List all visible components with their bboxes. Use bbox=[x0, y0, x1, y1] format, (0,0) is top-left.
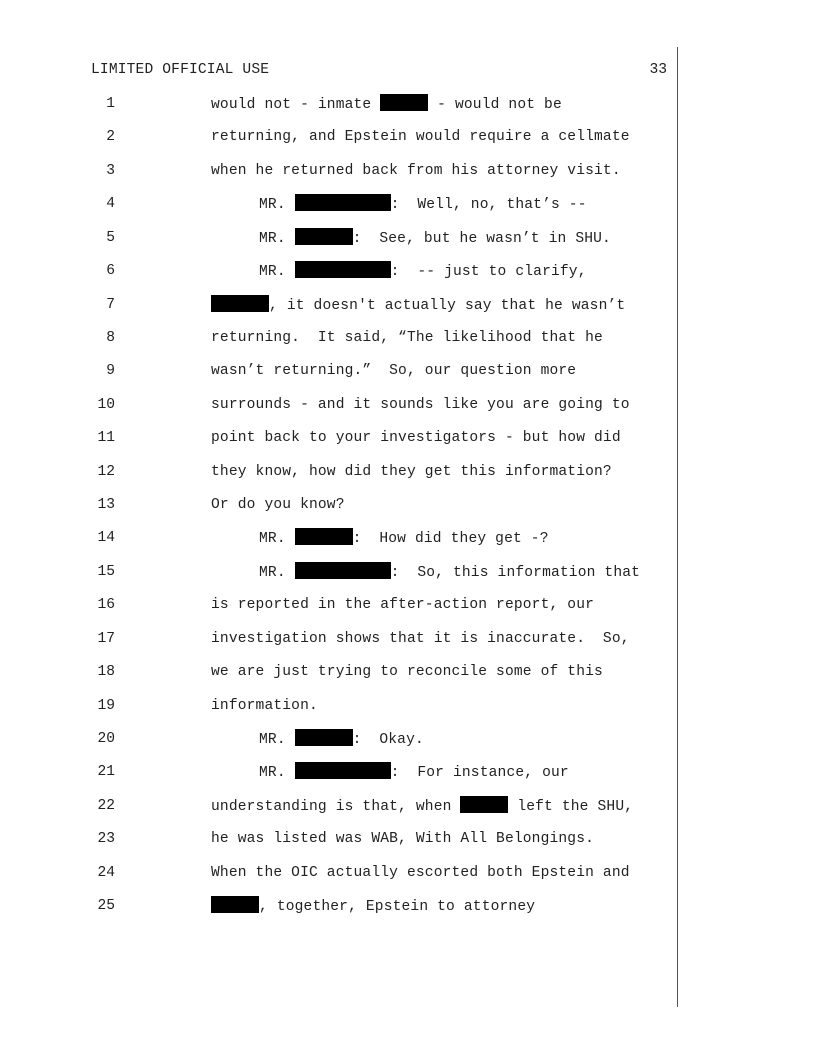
line-number: 5 bbox=[106, 229, 115, 246]
line-text-segment: MR. bbox=[259, 564, 295, 581]
line-number: 14 bbox=[97, 530, 115, 547]
transcript-line bbox=[0, 662, 676, 686]
line-number: 8 bbox=[106, 329, 115, 346]
page-number: 33 bbox=[649, 62, 667, 78]
line-number: 2 bbox=[106, 129, 115, 146]
line-number: 22 bbox=[97, 797, 115, 814]
line-text bbox=[211, 295, 625, 316]
line-number: 10 bbox=[97, 396, 115, 413]
transcript-line bbox=[0, 863, 676, 887]
transcript-line bbox=[0, 161, 676, 185]
line-text bbox=[211, 696, 318, 716]
right-margin-rule bbox=[677, 47, 678, 1007]
line-number: 9 bbox=[106, 363, 115, 380]
redaction-box bbox=[211, 896, 259, 913]
line-text bbox=[259, 562, 640, 583]
transcript-line bbox=[0, 528, 676, 552]
redaction-box bbox=[295, 194, 391, 211]
line-text-segment: left the SHU, bbox=[508, 798, 634, 815]
line-text-segment: returning. It said, “The likelihood that he bbox=[211, 329, 603, 346]
line-number: 7 bbox=[106, 296, 115, 313]
line-text bbox=[211, 495, 345, 515]
line-text-segment: - would not be bbox=[428, 97, 562, 113]
line-text-segment: point back to your investigators - but how did bbox=[211, 430, 621, 447]
line-text bbox=[211, 328, 603, 348]
line-text-segment: surrounds - and it sounds like you are going to bbox=[211, 396, 630, 413]
line-text-segment: MR. bbox=[259, 731, 295, 748]
line-text bbox=[211, 161, 621, 181]
line-number: 6 bbox=[106, 263, 115, 280]
line-text bbox=[211, 395, 630, 415]
transcript-line bbox=[0, 295, 676, 319]
line-number: 20 bbox=[97, 730, 115, 747]
transcript-line bbox=[0, 228, 676, 252]
line-number: 21 bbox=[97, 764, 115, 781]
line-text bbox=[259, 729, 424, 750]
line-text-segment: he was listed was WAB, With All Belongings. bbox=[211, 831, 595, 848]
line-text-segment: When the OIC actually escorted both Epstein and bbox=[211, 864, 630, 881]
line-text-segment: we are just trying to reconcile some of this bbox=[211, 664, 603, 681]
line-text-segment: , it doesn't actually say that he wasn’t bbox=[269, 297, 626, 314]
line-text-segment: : Well, no, that’s -- bbox=[390, 197, 587, 214]
transcript-line bbox=[0, 762, 676, 786]
line-text bbox=[211, 94, 562, 115]
line-text-segment: Or do you know? bbox=[211, 497, 345, 514]
line-number: 19 bbox=[97, 697, 115, 714]
line-text-segment: MR. bbox=[259, 197, 295, 214]
line-number: 18 bbox=[97, 664, 115, 681]
transcript-line bbox=[0, 729, 676, 753]
transcript-line bbox=[0, 94, 676, 118]
line-text-segment: : -- just to clarify, bbox=[390, 264, 587, 281]
line-text bbox=[211, 662, 603, 682]
transcript-line bbox=[0, 562, 676, 586]
line-number: 13 bbox=[97, 497, 115, 514]
line-text-segment: MR. bbox=[259, 264, 295, 281]
line-number: 16 bbox=[97, 597, 115, 614]
classification-header: LIMITED OFFICIAL USE bbox=[91, 62, 270, 78]
line-text-segment: understanding is that, when bbox=[211, 798, 461, 815]
line-text bbox=[259, 261, 587, 282]
line-text bbox=[211, 595, 594, 615]
line-text bbox=[211, 361, 576, 381]
line-text-segment: : For instance, our bbox=[390, 765, 569, 782]
redaction-box bbox=[295, 528, 353, 545]
line-text bbox=[211, 896, 535, 917]
redaction-box bbox=[211, 295, 269, 312]
line-text bbox=[259, 528, 549, 549]
line-text bbox=[211, 629, 630, 649]
line-text bbox=[211, 428, 621, 448]
line-text-segment: MR. bbox=[259, 531, 295, 548]
line-number: 24 bbox=[97, 864, 115, 881]
line-number: 4 bbox=[106, 196, 115, 213]
line-number: 23 bbox=[97, 831, 115, 848]
line-number: 17 bbox=[97, 630, 115, 647]
line-text-segment: : So, this information that bbox=[390, 564, 641, 581]
line-text-segment: would not - inmate bbox=[211, 97, 381, 113]
transcript-line bbox=[0, 595, 676, 619]
line-text-segment: when he returned back from his attorney visit. bbox=[211, 162, 621, 179]
transcript-line bbox=[0, 896, 676, 920]
redaction-box bbox=[295, 261, 391, 278]
transcript-line bbox=[0, 361, 676, 385]
transcript-line bbox=[0, 328, 676, 352]
line-text-segment: : See, but he wasn’t in SHU. bbox=[352, 230, 611, 247]
transcript-line bbox=[0, 629, 676, 653]
line-text bbox=[259, 194, 587, 215]
line-text-segment: , together, Epstein to attorney bbox=[259, 899, 536, 916]
line-text bbox=[211, 796, 633, 817]
redaction-box bbox=[295, 562, 391, 579]
line-text bbox=[211, 127, 630, 147]
transcript-line bbox=[0, 428, 676, 452]
line-text bbox=[259, 228, 611, 249]
line-number: 25 bbox=[97, 898, 115, 915]
line-number: 15 bbox=[97, 563, 115, 580]
transcript-line bbox=[0, 796, 676, 820]
line-text-segment: : Okay. bbox=[352, 731, 424, 748]
redaction-box bbox=[460, 796, 508, 813]
line-number: 1 bbox=[106, 96, 115, 112]
line-text-segment: investigation shows that it is inaccurate. So, bbox=[211, 630, 630, 647]
redaction-box bbox=[295, 762, 391, 779]
line-number: 3 bbox=[106, 162, 115, 179]
line-text-segment: MR. bbox=[259, 765, 295, 782]
transcript-line bbox=[0, 495, 676, 519]
line-text-segment: wasn’t returning.” So, our question more bbox=[211, 363, 577, 380]
redaction-box bbox=[295, 729, 353, 746]
transcript-line bbox=[0, 462, 676, 486]
line-text-segment: : How did they get -? bbox=[352, 531, 549, 548]
redaction-box bbox=[380, 94, 428, 111]
transcript-line bbox=[0, 696, 676, 720]
line-text-segment: they know, how did they get this information? bbox=[211, 463, 612, 480]
line-number: 12 bbox=[97, 463, 115, 480]
line-text-segment: returning, and Epstein would require a cellmate bbox=[211, 129, 630, 146]
line-number: 11 bbox=[97, 430, 115, 447]
line-text bbox=[211, 829, 594, 849]
line-text bbox=[211, 863, 630, 883]
line-text-segment: MR. bbox=[259, 230, 295, 247]
line-text-segment: is reported in the after-action report, our bbox=[211, 597, 595, 614]
transcript-line bbox=[0, 127, 676, 151]
transcript-line bbox=[0, 261, 676, 285]
line-text bbox=[259, 762, 569, 783]
line-text bbox=[211, 462, 612, 482]
transcript-line bbox=[0, 829, 676, 853]
redaction-box bbox=[295, 228, 353, 245]
transcript-line bbox=[0, 194, 676, 218]
line-text-segment: information. bbox=[211, 697, 318, 714]
transcript-line bbox=[0, 395, 676, 419]
